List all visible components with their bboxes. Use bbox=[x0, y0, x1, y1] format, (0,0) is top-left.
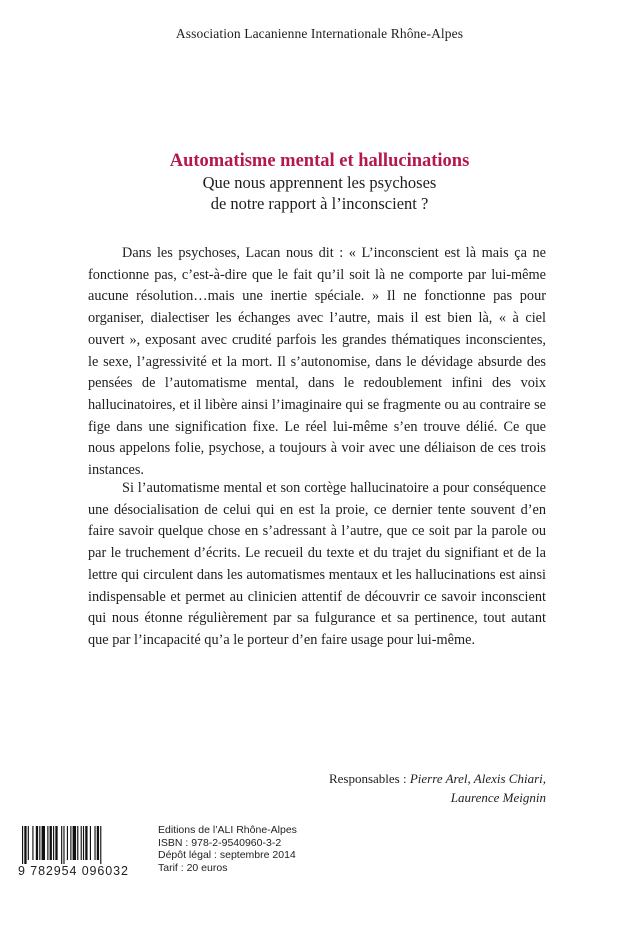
barcode bbox=[18, 826, 146, 890]
credits bbox=[329, 770, 546, 807]
barcode-bar bbox=[94, 826, 95, 860]
subtitle-line-1: Que nous apprennent les psychoses bbox=[202, 173, 437, 192]
barcode-bar bbox=[97, 826, 99, 860]
credits-label: Responsables : bbox=[328, 771, 410, 786]
barcode-bar bbox=[50, 826, 52, 860]
barcode-bar bbox=[63, 826, 64, 864]
barcode-digits: 9 782954 096032 bbox=[18, 864, 129, 878]
barcode-bar bbox=[83, 826, 84, 860]
body-paragraph-2-container bbox=[88, 478, 546, 652]
association-header: Association Lacanienne Internationale Rhône-Alpes bbox=[175, 26, 464, 41]
title-block bbox=[0, 150, 639, 214]
isbn: ISBN : 978-2-9540960-3-2 bbox=[158, 836, 282, 849]
barcode-bar bbox=[39, 826, 40, 860]
barcode-bar bbox=[36, 826, 38, 860]
barcode-bar bbox=[32, 826, 33, 860]
barcode-bar bbox=[47, 826, 48, 860]
subtitle-line-2: de notre rapport à l’inconscient ? bbox=[210, 194, 429, 213]
barcode-bar bbox=[90, 826, 91, 860]
price: Tarif : 20 euros bbox=[158, 861, 228, 874]
publisher-info bbox=[158, 824, 297, 874]
legal-deposit: Dépôt légal : septembre 2014 bbox=[158, 849, 296, 862]
barcode-bar bbox=[53, 826, 54, 860]
barcode-bar bbox=[70, 826, 71, 860]
barcode-bar bbox=[67, 826, 68, 860]
barcode-bar bbox=[55, 826, 57, 860]
barcode-bar bbox=[61, 826, 62, 864]
barcode-bar bbox=[85, 826, 87, 860]
book-title: Automatisme mental et hallucinations bbox=[169, 151, 470, 171]
barcode-bar bbox=[73, 826, 76, 860]
barcode-bar bbox=[42, 826, 45, 860]
credits-line-1 bbox=[329, 770, 546, 789]
barcode-bar bbox=[28, 826, 29, 860]
barcode-bar bbox=[24, 826, 26, 864]
body-paragraph-1-container bbox=[88, 243, 546, 482]
body-paragraph-1: Dans les psychoses, Lacan nous dit : « L’inconscient est là mais ça ne fonctionne pas, c’est-à-dire que le fait qu’il soit là ne comporte par lui-même aucune résolution…mais une inertie spéciale. » Il ne fonctionne pas pour organiser, dialectiser les échanges avec l’autre, mais il est bien là, « à ciel ouvert », exposant avec crudité parfois les grandes thématiques inconscientes, le sexe, l’agressivité et la mort. Il s’autonomise, dans le dévidage absurde des pensées de l’automatisme mental, dans le redoublement infini des voix hallucinatoires, et il libère ainsi l’imaginaire qui se fragmente ou au contraire se fige dans une signification fixe. Le réel lui-même s’en trouve délié. Ce que nous appelons folie, psychose, a toujours à voir avec une déliaison de ces trois instances. bbox=[88, 245, 546, 479]
credits-names-2: Laurence Meignin bbox=[450, 789, 546, 805]
barcode-bar bbox=[77, 826, 78, 860]
barcode-bar bbox=[81, 826, 82, 860]
barcode-bars bbox=[18, 826, 146, 864]
credits-names-1: Pierre Arel, Alexis Chiari, bbox=[409, 771, 546, 786]
publisher-name: Editions de l’ALI Rhône-Alpes bbox=[158, 824, 297, 836]
barcode-bar bbox=[100, 826, 101, 864]
barcode-bar bbox=[22, 826, 23, 864]
body-paragraph-2: Si l’automatisme mental et son cortège hallucinatoire a pour conséquence une désocialisation de celui qui en est la proie, ce dernier tente souvent d’en faire savoir quelque chose en s’adressant à l’autre, que ce soit par la parole ou par le truchement d’écrits. Le recueil du texte et du trajet du signifiant et de la lettre qui circulent dans les automatismes mentaux et les hallucinations est ainsi indispensable et permet au clinicien attentif de découvrir ce savoir inconscient qui nous étonne régulièrement par sa fulgurance et sa pertinence, tout autant que par l’incapacité qu’a le porteur d’en faire usage pour lui-même. bbox=[88, 480, 546, 648]
